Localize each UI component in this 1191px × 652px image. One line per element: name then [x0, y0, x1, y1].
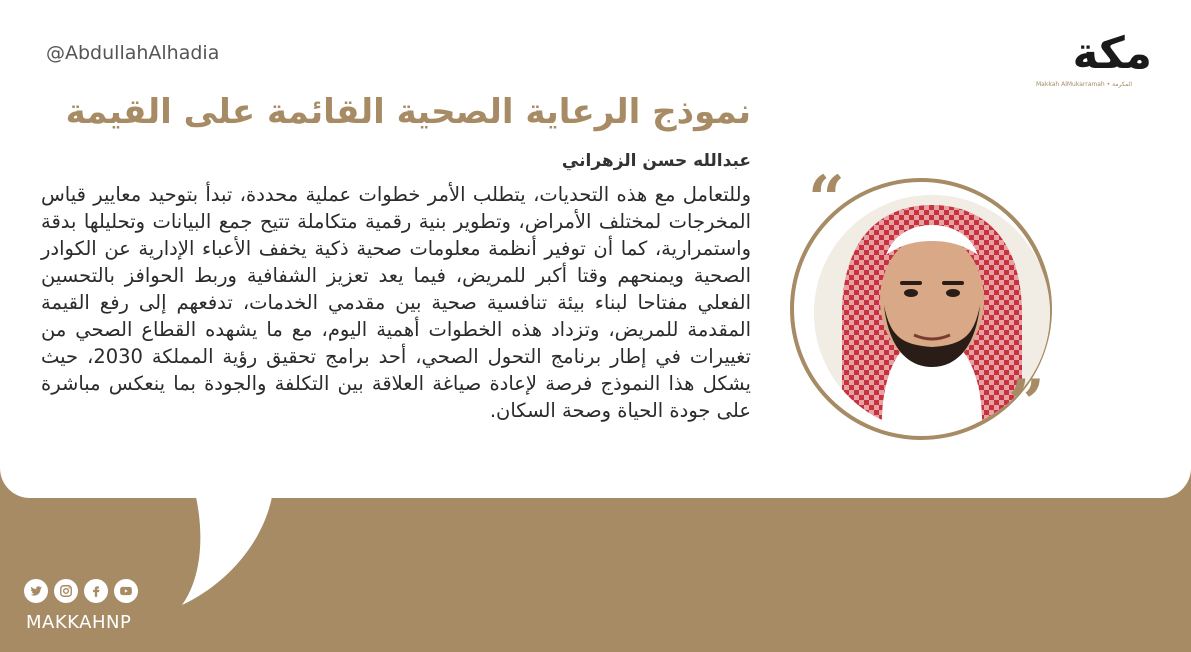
- social-links: [24, 579, 138, 603]
- article-title: نموذج الرعاية الصحية القائمة على القيمة: [65, 92, 751, 132]
- brand-handle[interactable]: MAKKAHNP: [26, 612, 132, 633]
- author-name: عبدالله حسن الزهراني: [561, 151, 751, 171]
- instagram-icon[interactable]: [54, 579, 78, 603]
- facebook-icon[interactable]: [84, 579, 108, 603]
- makkah-logo: [1036, 28, 1152, 90]
- logo-subtitle: Makkah AlMukarramah • المكرمة: [1036, 81, 1133, 88]
- youtube-icon[interactable]: [114, 579, 138, 603]
- twitter-icon[interactable]: [24, 579, 48, 603]
- article-body: وللتعامل مع هذه التحديات، يتطلب الأمر خطوات عملية محددة، تبدأ بتوحيد معايير قياس المخرجات لمختلف الأمراض، وتطوير بنية رقمية متكاملة تتيح جمع البيانات وتحليلها بدقة واستمرارية، كما أن توفير أنظمة معلومات صحية ذكية يخفف الأعباء الإدارية عن الكوادر الصحية ويمنحهم وقتا أكبر للمريض، فيما يعد تعزيز الشفافية وربط الحوافز بالتحسين الفعلي مفتاحا لبناء بيئة تنافسية صحية بين مقدمي الخدمات، تدفعهم إلى رفع القيمة المقدمة للمريض، وتزداد هذه الخطوات أهمية اليوم، مع ما يشهده القطاع الصحي من تغييرات في إطار برنامج التحول الصحي، أحد برامج تحقيق رؤية المملكة 2030، حيث يشكل هذا النموذج فرصة لإعادة صياغة العلاقة بين التكلفة والجودة بما ينعكس مباشرة على جودة الحياة وصحة السكان.: [41, 183, 751, 422]
- open-quote-icon: “: [808, 162, 845, 237]
- author-handle[interactable]: @AbdullahAlhadia: [46, 42, 220, 64]
- logo-text: مكة: [1072, 28, 1152, 79]
- close-quote-icon: ”: [1008, 366, 1045, 441]
